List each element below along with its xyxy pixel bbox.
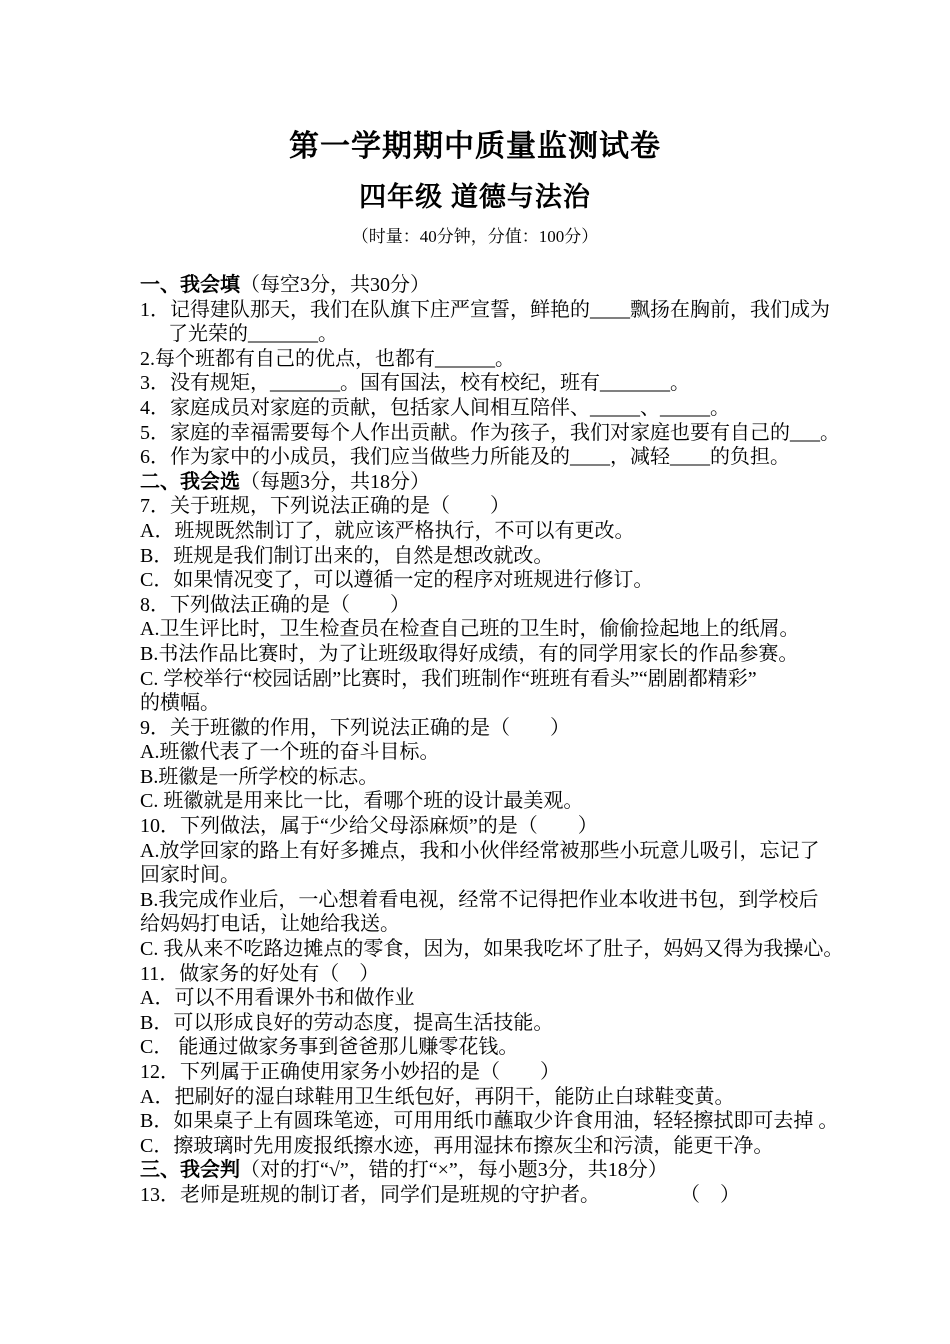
question-12: 12．下列属于正确使用家务小妙招的是（ ） [140, 1061, 560, 1083]
paper-header [0, 0, 950, 247]
section-heading [140, 273, 840, 298]
question-9-option-c: C. 班徽就是用来比一比，看哪个班的设计最美观。 [140, 790, 584, 813]
question-8-option-c-wrap: 的横幅。 [140, 692, 220, 715]
paper-subtitle: 四年级 道德与法治 [359, 182, 591, 212]
question-3: 3．没有规矩，_______。国有国法，校有校纪，班有_______。 [140, 372, 690, 395]
question-10-option-c: C. 我从来不吃路边摊点的零食，因为，如果我吃坏了肚子，妈妈又得为我操心。 [140, 938, 844, 961]
section-heading [140, 1158, 840, 1183]
section-score-note: （每题3分，共18分） [240, 470, 430, 493]
section-title: 一、我会填 [140, 274, 240, 296]
question-10: 10．下列做法，属于“少给父母添麻烦”的是（ ） [140, 815, 598, 838]
question-9-option-b: B.班徽是一所学校的标志。 [140, 765, 379, 788]
question-7: 7．关于班规，下列说法正确的是（ ） [140, 495, 510, 518]
section-title: 二、我会选 [140, 470, 240, 493]
question-11-option-b: B．可以形成良好的劳动态度，提高生活技能。 [140, 1011, 554, 1034]
question-1: 1．记得建队那天，我们在队旗下庄严宣誓，鲜艳的____飘扬在胸前，我们成为 [140, 298, 830, 321]
section-score-note: （每空3分，共30分） [240, 274, 430, 296]
question-9-option-a: A.班徽代表了一个班的奋斗目标。 [140, 741, 440, 764]
question-7-option-a: A．班规既然制订了，就应该严格执行，不可以有更改。 [140, 519, 635, 542]
question-8-option-b: B.书法作品比赛时，为了让班级取得好成绩，有的同学用家长的作品参赛。 [140, 642, 799, 665]
question-7-option-b: B．班规是我们制订出来的，自然是想改就改。 [140, 544, 554, 567]
question-11-option-c: C． 能通过做家务事到爸爸那儿赚零花钱。 [140, 1036, 519, 1059]
section-score-note: （对的打“√”，错的打“×”，每小题3分，共18分） [240, 1159, 668, 1182]
question-13: 13．老师是班规的制订者，同学们是班规的守护者。 （ ） [140, 1183, 740, 1206]
question-9: 9．关于班徽的作用，下列说法正确的是（ ） [140, 716, 570, 739]
question-1-wrap: 了光荣的_______。 [168, 323, 338, 346]
question-2: 2.每个班都有自己的优点，也都有______。 [140, 347, 515, 370]
question-10-option-b: B.我完成作业后，一心想着看电视，经常不记得把作业本收进书包，到学校后 [140, 888, 819, 911]
paper-meta-info: （时量：40分钟，分值：100分） [351, 227, 599, 246]
question-10-option-a: A.放学回家的路上有好多摊点，我和小伙伴经常被那些小玩意儿吸引，忘记了 [140, 839, 820, 862]
question-12-option-b: B．如果桌子上有圆珠笔迹，可用用纸巾蘸取少许食用油，轻轻擦拭即可去掉 。 [140, 1110, 839, 1133]
question-10-option-b-wrap: 给妈妈打电话，让她给我送。 [140, 913, 400, 936]
question-7-option-c: C．如果情况变了，可以遵循一定的程序对班规进行修订。 [140, 569, 654, 592]
question-11-option-a: A．可以不用看课外书和做作业 [140, 987, 415, 1010]
question-4: 4．家庭成员对家庭的贡献，包括家人间相互陪伴、_____、_____。 [140, 396, 730, 419]
paper-body [0, 273, 950, 1208]
question-5: 5．家庭的幸福需要每个人作出贡献。作为孩子，我们对家庭也要有自己的___。 [140, 421, 840, 444]
question-8-option-a: A.卫生评比时，卫生检查员在检查自己班的卫生时，偷偷捡起地上的纸屑。 [140, 618, 800, 641]
question-6: 6．作为家中的小成员，我们应当做些力所能及的____，减轻____的负担。 [140, 446, 790, 469]
section-title: 三、我会判 [140, 1159, 240, 1182]
question-11: 11．做家务的好处有（ ） [140, 962, 380, 985]
question-12-option-a: A．把刷好的湿白球鞋用卫生纸包好，再阴干，能防止白球鞋变黄。 [140, 1085, 735, 1108]
question-10-option-a-wrap: 回家时间。 [140, 864, 240, 887]
question-12-option-c: C．擦玻璃时先用废报纸擦水迹，再用湿抹布擦灰尘和污渍，能更干净。 [140, 1134, 774, 1157]
paper-title: 第一学期期中质量监测试卷 [289, 130, 661, 163]
section-heading [140, 470, 840, 495]
question-8: 8．下列做法正确的是（ ） [140, 593, 410, 616]
question-8-option-c: C. 学校举行“校园话剧”比赛时，我们班制作“班班有看头”“剧剧都精彩” [140, 667, 757, 690]
